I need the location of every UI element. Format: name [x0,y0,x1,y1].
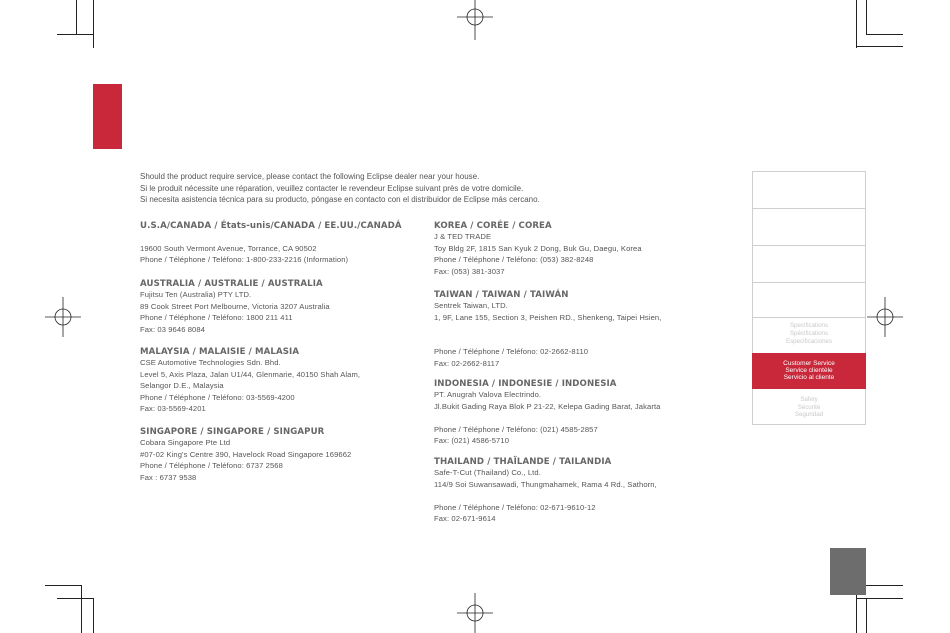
side-nav-label: Sécurité [797,403,821,411]
dealer-line: Fax: 02-671-9614 [434,514,496,523]
region-heading: KOREA / CORÉE / COREA [434,221,552,231]
registration-mark-icon [43,297,83,337]
side-nav-label: Seguridad [794,411,824,418]
section-red-tab [93,84,122,149]
region-heading: U.S.A/CANADA / États-unis/CANADA / EE.UU./CANADÁ [140,221,402,231]
side-nav-label: Especificaciones [785,338,833,345]
intro-line-fr: Si le produit nécessite une réparation, veuillez contacter le revendeur Eclipse suivant près de votre domicile. [140,183,524,193]
registration-mark-icon [455,0,495,40]
dealer-usa-canada [140,221,402,266]
dealer-line: Phone / Téléphone / Teléfono: (053) 382-8248 [434,255,594,264]
dealer-line: Fax: (053) 381-3037 [434,266,505,276]
dealer-thailand [434,457,657,525]
dealer-line: J & TED TRADE [434,232,492,241]
dealer-line: CSE Automotive Technologies Sdn. Bhd. [140,358,281,367]
side-nav-tab-blank[interactable] [753,209,865,246]
side-nav-label: Customer Service [783,360,835,367]
crop-mark [81,585,82,633]
dealer-line: Cobara Singapore Pte Ltd [140,438,231,447]
dealer-line: Fujitsu Ten (Australia) PTY LTD. [140,290,252,299]
dealer-line: Phone / Téléphone / Teléfono: 02-2662-8110 [434,347,589,356]
dealer-line: PT. Anugrah Valova Electrindo. [434,390,542,399]
dealer-line: 89 Cook Street Port Melbourne, Victoria 3207 Australia [140,301,330,311]
registration-mark-icon [865,297,905,337]
crop-mark [866,0,867,35]
dealer-line: Selangor D.E., Malaysia [140,381,224,390]
dealer-line: Toy Bldg 2F, 1815 San Kyuk 2 Dong, Buk Gu, Daegu, Korea [434,243,642,253]
side-nav-label: Specifications [789,322,829,329]
side-nav-label: Safety [800,396,818,403]
dealer-line: Level 5, Axis Plaza, Jalan U1/44, Glenmarie, 40150 Shah Alam, [140,369,361,379]
dealer-indonesia [434,379,661,447]
dealer-line: Jl.Bukit Gading Raya Blok P 21-22, Kelepa Gading Barat, Jakarta [434,401,661,411]
dealer-korea [434,221,642,277]
registration-mark-icon [455,593,495,633]
region-heading: SINGAPORE / SINGAPORE / SINGAPUR [140,427,325,437]
crop-mark [856,598,903,599]
dealer-line: Safe-T-Cut (Thailand) Co., Ltd. [434,468,541,477]
intro-line-en: Should the product require service, please contact the following Eclipse dealer near your house. [140,172,480,181]
side-nav-label: Service clientèle [785,367,833,375]
dealer-line: Phone / Téléphone / Teléfono: 02-671-9610-12 [434,502,596,512]
crop-mark [45,585,82,586]
dealer-line: Phone / Téléphone / Teléfono: (021) 4585-2857 [434,424,598,434]
crop-mark [856,0,857,48]
side-nav-tab-blank[interactable] [753,283,865,318]
dealer-line: 1, 9F, Lane 155, Section 3, Peishen RD., Shenkeng, Taipei Hsien, [434,312,662,322]
dealer-singapore [140,427,351,483]
side-nav-tab-specifications[interactable] [753,322,865,352]
intro-line-es: Si necesita asistencia técnica para su producto, póngase en contacto con el distribuidor de Eclipse más cercano. [140,195,540,204]
page-number-block [830,548,866,595]
side-nav-label: Spécifications [789,330,829,337]
crop-mark [866,34,903,35]
dealer-line: Fax: (021) 4586-5710 [434,436,510,445]
dealer-line: 114/9 Soi Suwansawadi, Thungmahamek, Rama 4 Rd., Sathorn, [434,479,657,489]
dealer-line: Phone / Téléphone / Teléfono: 6737 2568 [140,461,283,470]
crop-mark [93,0,94,48]
dealer-malaysia [140,347,360,415]
dealer-line: Sentrek Taiwan, LTD. [434,301,508,310]
crop-mark [93,598,94,633]
side-nav-tab-blank[interactable] [753,246,865,283]
crop-mark [866,585,903,586]
side-nav-label: Servicio al cliente [783,374,835,382]
dealer-line: Fax: 03 9646 8084 [140,324,206,334]
region-heading: MALAYSIA / MALAISIE / MALASIA [140,347,300,357]
dealer-line: 19600 South Vermont Avenue, Torrance, CA 90502 [140,243,317,253]
region-heading: INDONESIA / INDONESIE / INDONESIA [434,379,617,389]
crop-mark [856,46,903,47]
dealer-line: Phone / Téléphone / Teléfono: 03-5569-4200 [140,392,295,402]
side-nav-tab-safety[interactable] [753,396,865,426]
side-nav-tab-customer-service[interactable] [752,353,866,389]
region-heading: THAILAND / THAÏLANDE / TAILANDIA [434,457,612,467]
dealer-line: Fax: 02-2662-8117 [434,358,500,368]
intro-text [140,171,540,206]
dealer-line: Phone / Téléphone / Teléfono: 1800 211 411 [140,313,293,322]
dealer-line: #07-02 King's Centre 390, Havelock Road Singapore 169662 [140,449,352,459]
crop-mark [866,598,867,633]
side-nav-tab-blank[interactable] [753,172,865,209]
dealer-line: Fax: 03-5569-4201 [140,404,206,413]
dealer-line: Fax : 6737 9538 [140,472,197,482]
dealer-australia [140,279,330,335]
dealer-taiwan [434,290,661,369]
region-heading: AUSTRALIA / AUSTRALIE / AUSTRALIA [140,279,323,289]
region-heading: TAIWAN / TAIWAN / TAIWÁN [434,290,569,300]
crop-mark [76,0,77,35]
dealer-line: Phone / Téléphone / Teléfono: 1-800-233-2216 (Information) [140,255,349,264]
crop-mark [57,598,94,599]
